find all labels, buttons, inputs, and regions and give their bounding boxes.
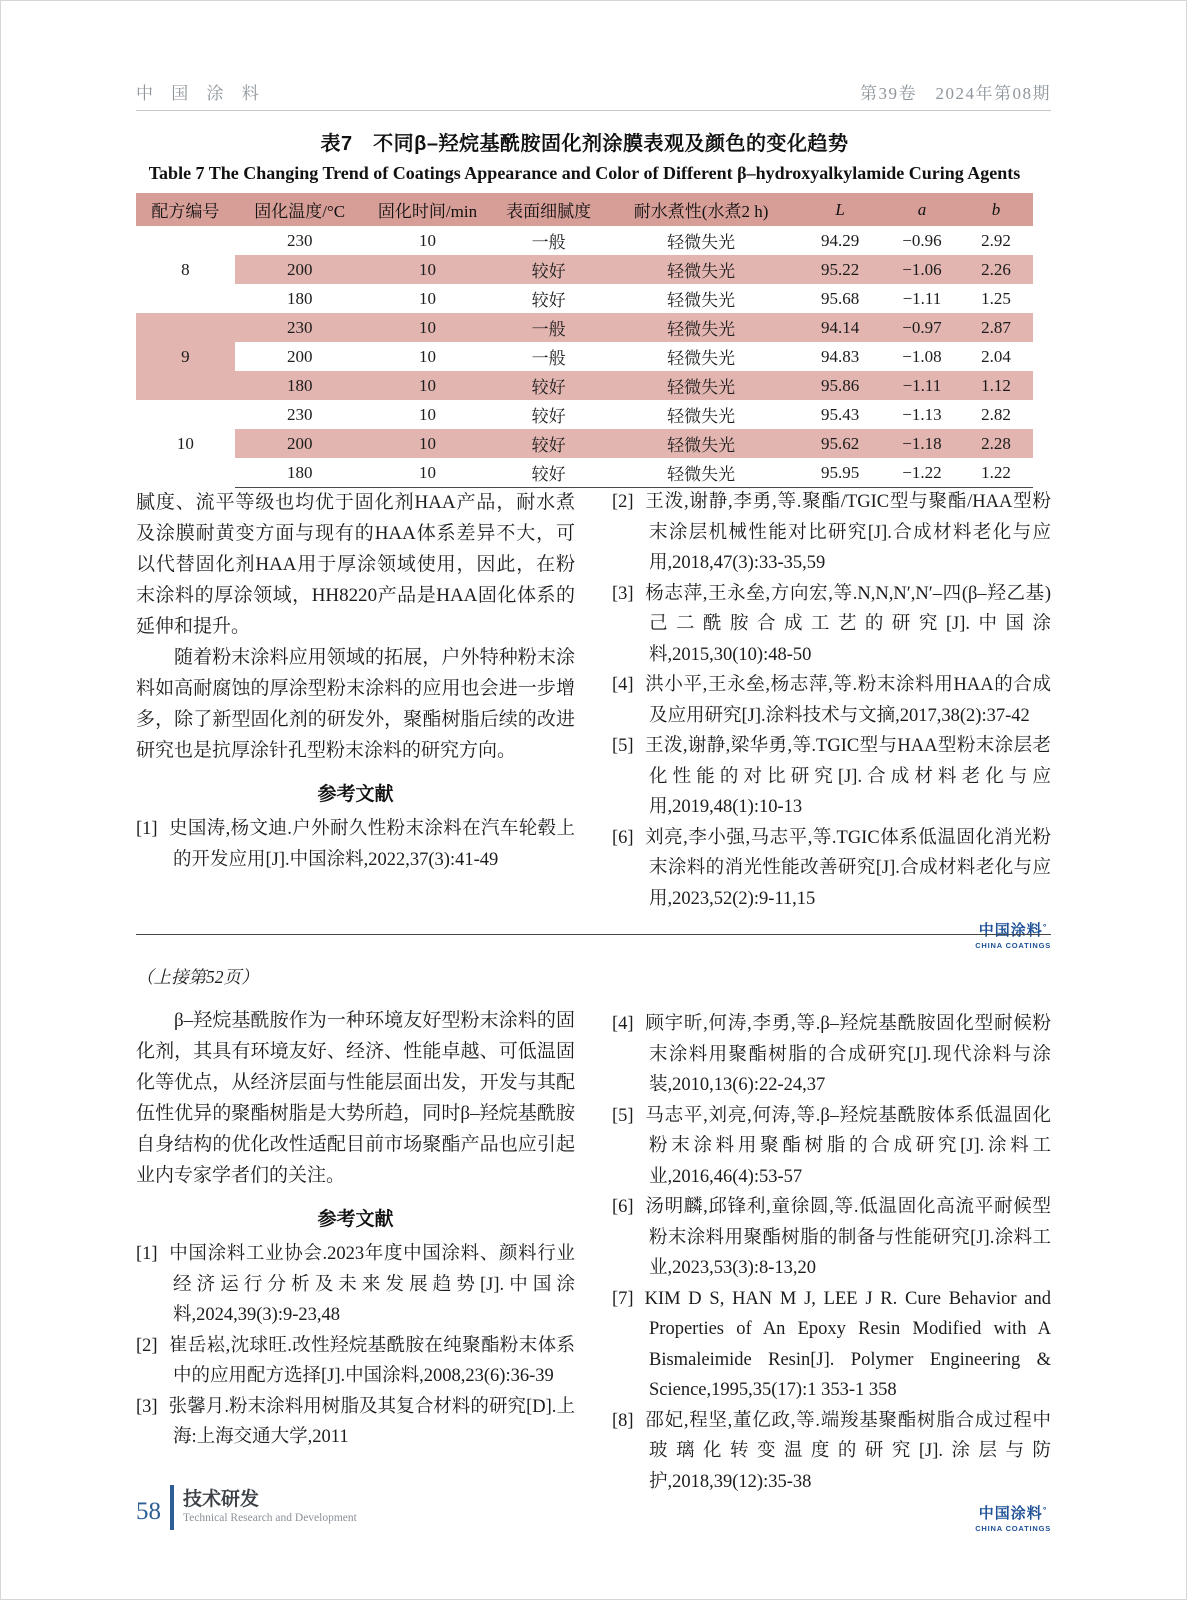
table-cell: 95.43 <box>795 400 885 429</box>
table-cell: 230 <box>235 400 365 429</box>
reference-text: 洪小平,王永垒,杨志萍,等.粉末涂料用HAA的合成及应用研究[J].涂料技术与文摘,2017,38(2):37-42 <box>644 675 1051 726</box>
table-row <box>136 342 1033 371</box>
reference-item <box>612 823 1051 915</box>
table-cell: 10 <box>365 226 491 255</box>
page-number: 58 <box>136 1497 161 1525</box>
table-row <box>136 255 1033 284</box>
section-1-right-column <box>612 487 1051 953</box>
continued-from-note: （上接第52页） <box>136 967 259 987</box>
table-section <box>136 127 1033 488</box>
table-cell: 94.14 <box>795 313 885 342</box>
table-cell: 轻微失光 <box>607 458 795 488</box>
references-heading: 参考文献 <box>317 1209 394 1230</box>
reference-text: 张馨月.粉末涂料用树脂及其复合材料的研究[D].上海:上海交通大学,2011 <box>168 1396 575 1447</box>
logo-mark: ° <box>1042 1505 1048 1515</box>
table-header-cell: 耐水煮性(水煮2 h) <box>607 193 795 226</box>
footer-section <box>183 1489 357 1526</box>
table-cell: 轻微失光 <box>607 284 795 313</box>
table-header-cell: 固化时间/min <box>365 193 491 226</box>
table-cell: 200 <box>235 255 365 284</box>
reference-number: [2] <box>612 492 634 512</box>
table-row <box>136 226 1033 255</box>
table-cell: −0.97 <box>885 313 959 342</box>
table-cell: 10 <box>365 458 491 488</box>
table-row <box>136 458 1033 488</box>
table-cell: 180 <box>235 458 365 488</box>
section-2-right-column <box>612 958 1051 1536</box>
reference-item <box>612 1101 1051 1193</box>
reference-number: [1] <box>136 819 158 839</box>
reference-item <box>612 579 1051 671</box>
table-cell: 较好 <box>490 255 607 284</box>
table-cell: 10 <box>365 429 491 458</box>
reference-text: 中国涂料工业协会.2023年度中国涂料、颜料行业经济运行分析及未来发展趋势[J].中国涂料,2024,39(3):9-23,48 <box>168 1244 575 1325</box>
table-cell: −1.08 <box>885 342 959 371</box>
table-cell: 230 <box>235 313 365 342</box>
formula-id-cell: 8 <box>136 226 235 313</box>
table-row <box>136 400 1033 429</box>
table-cell: 10 <box>365 255 491 284</box>
table-cell: 较好 <box>490 371 607 400</box>
formula-id-cell: 10 <box>136 400 235 488</box>
table-header-cell: L <box>795 193 885 226</box>
reference-number: [6] <box>612 827 634 848</box>
table-cell: 一般 <box>490 226 607 255</box>
body-paragraph: 腻度、流平等级也均优于固化剂HAA产品，耐水煮及涂膜耐黄变方面与现有的HAA体系差异不大，可以代替固化剂HAA用于厚涂领域使用，因此，在粉末涂料的厚涂领域，HH8220产品是HAA固化体系的延伸和提升。 <box>136 492 575 637</box>
brand-logo-wrap <box>612 923 1051 953</box>
table-cell: 2.28 <box>959 429 1033 458</box>
table-cell: −1.22 <box>885 458 959 488</box>
table-row <box>136 371 1033 400</box>
reference-number: [4] <box>612 675 634 695</box>
table-cell: 轻微失光 <box>607 429 795 458</box>
running-head <box>136 77 1051 111</box>
reference-number: [7] <box>612 1288 634 1309</box>
issue-info: 第39卷 2024年第08期 <box>860 84 1051 103</box>
reference-list <box>136 1239 575 1453</box>
reference-item <box>136 1239 575 1331</box>
reference-text: 杨志萍,王永垒,方向宏,等.N,N,N′,N′–四(β–羟乙基)己二酰胺合成工艺的研究[J].中国涂料,2015,30(10):48-50 <box>644 583 1051 665</box>
table-cell: 较好 <box>490 458 607 488</box>
reference-text: 崔岳崧,沈球旺.改性羟烷基酰胺在纯聚酯粉末体系中的应用配方选择[J].中国涂料,2008,23(6):36-39 <box>168 1335 575 1386</box>
table-cell: 10 <box>365 371 491 400</box>
table-body <box>136 226 1033 488</box>
table-row <box>136 429 1033 458</box>
table-cell: 2.26 <box>959 255 1033 284</box>
table-cell: 95.62 <box>795 429 885 458</box>
reference-item <box>612 731 1051 823</box>
reference-number: [3] <box>612 583 634 604</box>
table-cell: 95.86 <box>795 371 885 400</box>
table-cell: −1.11 <box>885 284 959 313</box>
reference-number: [6] <box>612 1197 634 1217</box>
page-footer <box>136 1485 357 1530</box>
table-cell: −0.96 <box>885 226 959 255</box>
table-cell: 轻微失光 <box>607 313 795 342</box>
reference-item <box>612 1192 1051 1284</box>
table-cell: 1.22 <box>959 458 1033 488</box>
formula-id-cell: 9 <box>136 313 235 400</box>
table-cell: 95.95 <box>795 458 885 488</box>
body-paragraph: β–羟烷基酰胺作为一种环境友好型粉末涂料的固化剂，其具有环境友好、经济、性能卓越、可低温固化等优点，从经济层面与性能层面出发，开发与其配伍性优异的聚酯树脂是大势所趋，同时β–羟烷基酰胺自身结构的优化改性适配目前市场聚酯产品也应引起业内专家学者们的关注。 <box>136 1010 575 1186</box>
footer-section-en: Technical Research and Development <box>183 1512 357 1524</box>
reference-list <box>612 1009 1051 1497</box>
reference-number: [5] <box>612 1105 634 1126</box>
section-1-left-column <box>136 487 575 953</box>
table-cell: 10 <box>365 400 491 429</box>
reference-text: 顾宇昕,何涛,李勇,等.β–羟烷基酰胺固化型耐候粉末涂料用聚酯树脂的合成研究[J].现代涂料与涂装,2010,13(6):22-24,37 <box>644 1014 1051 1095</box>
table-row <box>136 284 1033 313</box>
table-cell: 230 <box>235 226 365 255</box>
table-caption-cn: 表7 不同β–羟烷基酰胺固化剂涂膜表观及颜色的变化趋势 <box>320 133 849 155</box>
reference-text: 史国涛,杨文迪.户外耐久性粉末涂料在汽车轮毂上的开发应用[J].中国涂料,2022,37(3):41-49 <box>168 819 575 870</box>
section-2-left-column <box>136 958 575 1536</box>
table-header-cell: a <box>885 193 959 226</box>
table-cell: 94.29 <box>795 226 885 255</box>
table-cell: 轻微失光 <box>607 371 795 400</box>
table-cell: 轻微失光 <box>607 255 795 284</box>
reference-item <box>136 1392 575 1453</box>
table-header-cell: 固化温度/°C <box>235 193 365 226</box>
logo-text-en: CHINA COATINGS <box>975 1524 1051 1533</box>
table-cell: −1.13 <box>885 400 959 429</box>
china-coatings-logo <box>975 1506 1051 1533</box>
footer-accent-bar <box>170 1485 174 1530</box>
reference-item <box>612 1284 1051 1406</box>
reference-item <box>612 1406 1051 1498</box>
reference-text: 刘亮,李小强,马志平,等.TGIC体系低温固化消光粉末涂料的消光性能改善研究[J].合成材料老化与应用,2023,52(2):9-11,15 <box>644 827 1051 909</box>
table-cell: 10 <box>365 342 491 371</box>
footer-section-cn: 技术研发 <box>183 1489 260 1510</box>
reference-item <box>136 814 575 875</box>
brand-logo-wrap <box>612 1506 1051 1536</box>
section-1 <box>136 487 1051 953</box>
table-cell: 较好 <box>490 284 607 313</box>
china-coatings-logo <box>975 923 1051 950</box>
table-cell: 轻微失光 <box>607 400 795 429</box>
reference-item <box>136 1331 575 1392</box>
table-cell: 较好 <box>490 429 607 458</box>
journal-name: 中 国 涂 料 <box>136 84 266 103</box>
table-cell: 10 <box>365 284 491 313</box>
table-cell: 180 <box>235 371 365 400</box>
table-cell: 1.25 <box>959 284 1033 313</box>
table-cell: 一般 <box>490 313 607 342</box>
table-caption-en: Table 7 The Changing Trend of Coatings Appearance and Color of Different β–hydroxyalkylamide Curing Agents <box>148 163 1021 183</box>
table-header-cell: b <box>959 193 1033 226</box>
table-header-cell: 表面细腻度 <box>490 193 607 226</box>
table-cell: 一般 <box>490 342 607 371</box>
reference-text: 王泼,谢静,梁华勇,等.TGIC型与HAA型粉末涂层老化性能的对比研究[J].合成材料老化与应用,2019,48(1):10-13 <box>644 736 1051 817</box>
logo-mark: ° <box>1042 922 1048 932</box>
reference-text: KIM D S, HAN M J, LEE J R. Cure Behavior and Properties of An Epoxy Resin Modified with A Bismaleimide Resin[J]. Polymer Engineering & Science,1995,35(17):1 353-1 358 <box>644 1288 1051 1400</box>
reference-number: [1] <box>136 1244 158 1264</box>
table-cell: 较好 <box>490 400 607 429</box>
table-cell: 95.68 <box>795 284 885 313</box>
reference-number: [3] <box>136 1396 158 1417</box>
section-2 <box>136 958 1051 1536</box>
references-heading: 参考文献 <box>317 784 394 805</box>
table-cell: −1.06 <box>885 255 959 284</box>
reference-list <box>136 814 575 875</box>
reference-text: 邵妃,程坚,董亿政,等.端羧基聚酯树脂合成过程中玻璃化转变温度的研究[J].涂层与防护,2018,39(12):35-38 <box>644 1410 1051 1492</box>
reference-text: 汤明麟,邱锋利,童徐圆,等.低温固化高流平耐候型粉末涂料用聚酯树脂的制备与性能研究[J].涂料工业,2023,53(3):8-13,20 <box>644 1197 1051 1278</box>
table-cell: 10 <box>365 313 491 342</box>
reference-text: 马志平,刘亮,何涛,等.β–羟烷基酰胺体系低温固化粉末涂料用聚酯树脂的合成研究[J].涂料工业,2016,46(4):53-57 <box>644 1105 1051 1187</box>
reference-number: [8] <box>612 1410 634 1431</box>
reference-number: [4] <box>612 1014 634 1034</box>
table-cell: 2.87 <box>959 313 1033 342</box>
logo-text-cn: 中国涂料° <box>978 922 1048 939</box>
table-cell: 轻微失光 <box>607 342 795 371</box>
reference-item <box>612 1009 1051 1101</box>
table-cell: 2.82 <box>959 400 1033 429</box>
results-table <box>136 193 1033 488</box>
body-paragraph: 随着粉末涂料应用领域的拓展，户外特种粉末涂料如高耐腐蚀的厚涂型粉末涂料的应用也会进一步增多，除了新型固化剂的研发外，聚酯树脂后续的改进研究也是抗厚涂针孔型粉末涂料的研究方向。 <box>136 647 575 761</box>
reference-number: [2] <box>136 1335 158 1356</box>
table-row <box>136 313 1033 342</box>
table-header-cell: 配方编号 <box>136 193 235 226</box>
table-cell: 2.04 <box>959 342 1033 371</box>
table-cell: −1.18 <box>885 429 959 458</box>
logo-text-en: CHINA COATINGS <box>975 941 1051 950</box>
table-cell: 95.22 <box>795 255 885 284</box>
table-cell: 180 <box>235 284 365 313</box>
table-cell: 2.92 <box>959 226 1033 255</box>
logo-text-cn: 中国涂料° <box>978 1505 1048 1522</box>
table-cell: 轻微失光 <box>607 226 795 255</box>
table-cell: 200 <box>235 429 365 458</box>
reference-item <box>612 670 1051 731</box>
section-divider <box>136 934 1051 935</box>
reference-item <box>612 487 1051 579</box>
table-cell: 200 <box>235 342 365 371</box>
table-cell: 94.83 <box>795 342 885 371</box>
table-cell: −1.11 <box>885 371 959 400</box>
reference-text: 王泼,谢静,李勇,等.聚酯/TGIC型与聚酯/HAA型粉末涂层机械性能对比研究[J].合成材料老化与应用,2018,47(3):33-35,59 <box>644 492 1051 573</box>
reference-number: [5] <box>612 736 634 756</box>
table-cell: 1.12 <box>959 371 1033 400</box>
reference-list <box>612 487 1051 914</box>
table-header-row <box>136 193 1033 226</box>
